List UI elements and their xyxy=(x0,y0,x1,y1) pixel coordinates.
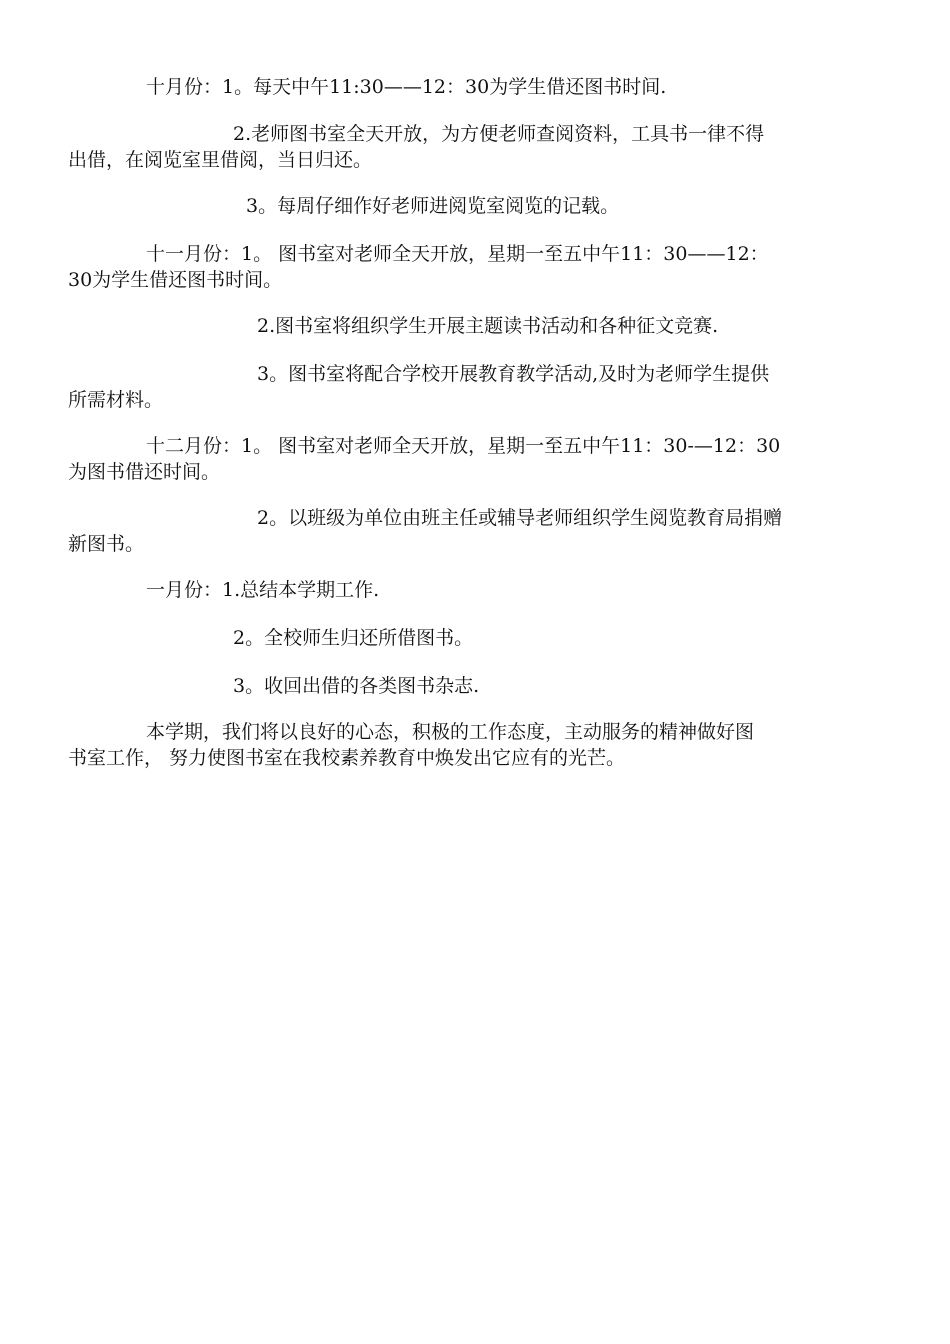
december-item-2-line-2: 新图书。 xyxy=(68,533,145,555)
november-item-1-line-1: 十一月份：1。 图书室对老师全天开放，星期一至五中午11：30——12： xyxy=(146,243,769,265)
october-item-2-line-1: 2.老师图书室全天开放，为方便老师查阅资料，工具书一律不得 xyxy=(233,123,765,145)
october-item-3: 3。每周仔细作好老师进阅览室阅览的记载。 xyxy=(246,195,620,217)
december-item-1-line-2: 为图书借还时间。 xyxy=(68,461,221,483)
october-item-1: 十月份：1。每天中午11:30——12：30为学生借还图书时间. xyxy=(146,76,667,98)
closing-line-2: 书室工作， 努力使图书室在我校素养教育中焕发出它应有的光芒。 xyxy=(68,747,626,769)
january-item-3: 3。收回出借的各类图书杂志. xyxy=(233,675,480,697)
january-item-1: 一月份：1.总结本学期工作. xyxy=(146,579,380,601)
january-item-2: 2。全校师生归还所借图书。 xyxy=(233,627,474,649)
october-item-2-line-2: 出借，在阅览室里借阅，当日归还。 xyxy=(68,149,373,171)
closing-line-1: 本学期，我们将以良好的心态，积极的工作态度，主动服务的精神做好图 xyxy=(146,721,755,743)
december-item-1-line-1: 十二月份：1。 图书室对老师全天开放，星期一至五中午11：30-—12：30 xyxy=(146,435,781,457)
december-item-2-line-1: 2。以班级为单位由班主任或辅导老师组织学生阅览教育局捐赠 xyxy=(257,507,783,529)
november-item-3-line-2: 所需材料。 xyxy=(68,389,164,411)
november-item-3-line-1: 3。图书室将配合学校开展教育教学活动,及时为老师学生提供 xyxy=(257,363,770,385)
november-item-1-line-2: 30为学生借还图书时间。 xyxy=(68,269,283,291)
november-item-2: 2.图书室将组织学生开展主题读书活动和各种征文竞赛. xyxy=(257,315,719,337)
